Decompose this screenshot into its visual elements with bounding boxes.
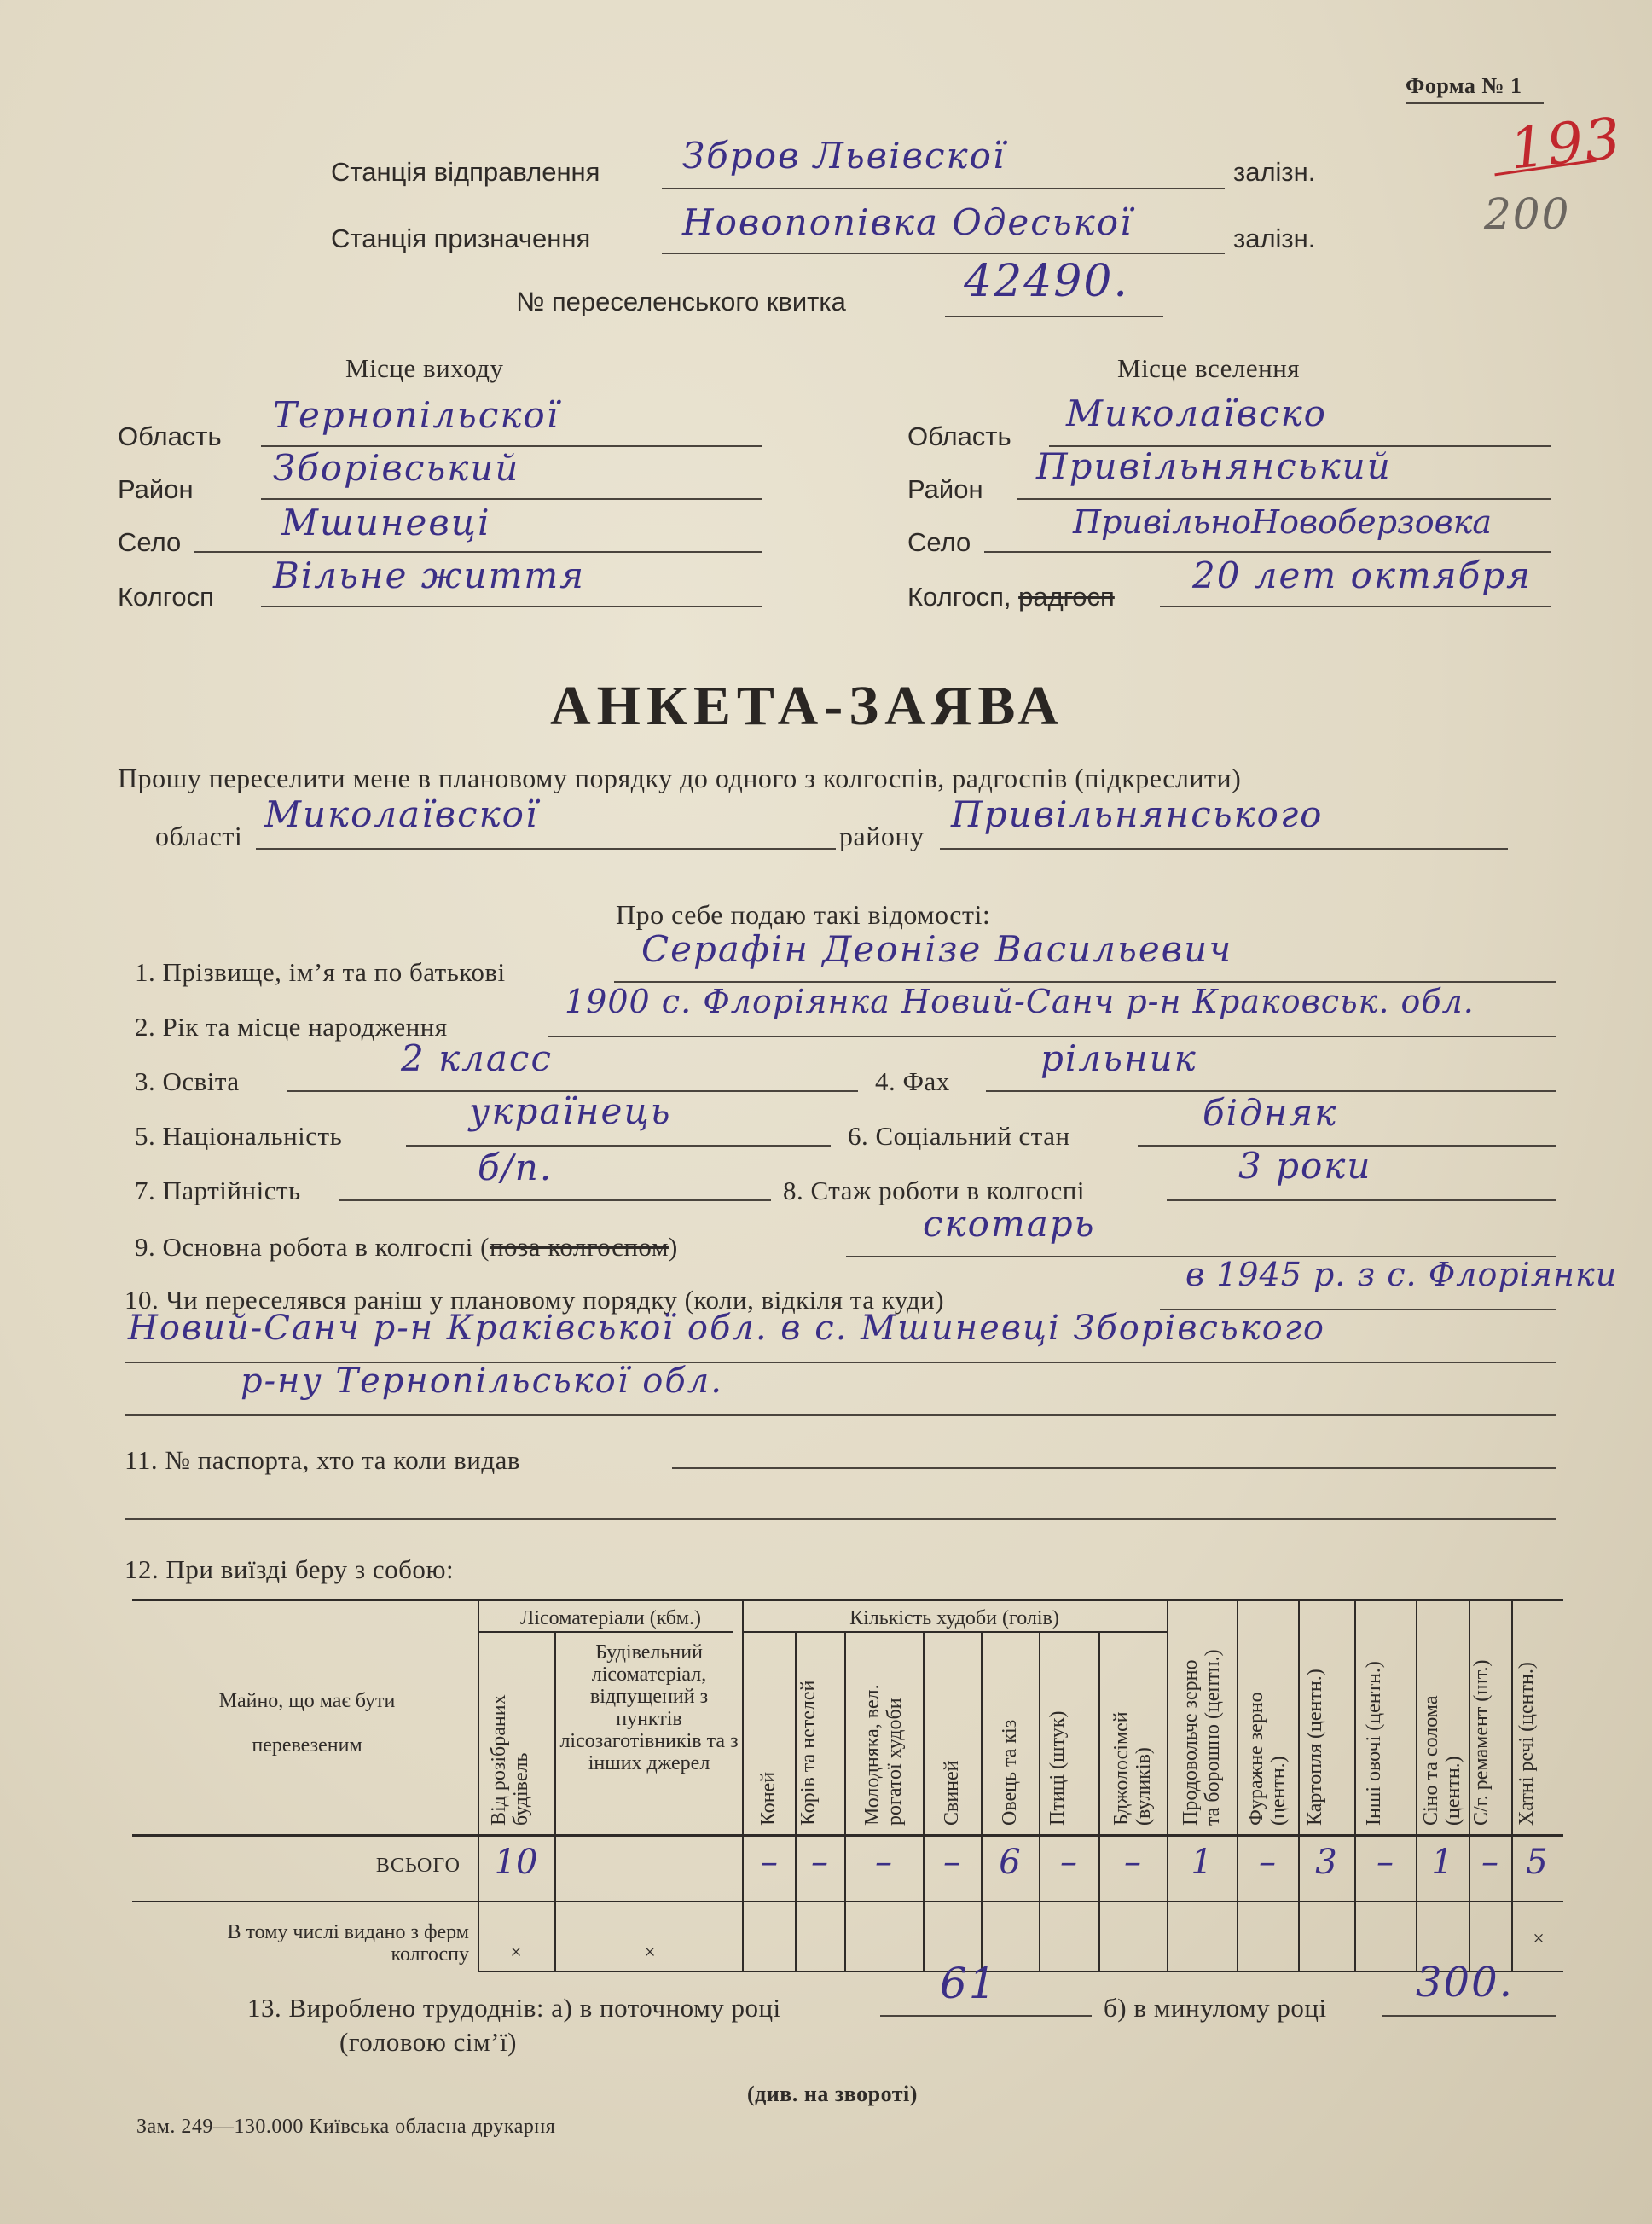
col-horses-header: Коней	[757, 1771, 780, 1826]
total-cell: –	[943, 1843, 960, 1882]
q13-label2: (головою сім’ї)	[339, 2027, 517, 2057]
raionu-label: району	[839, 821, 925, 851]
q8-line	[1167, 1199, 1556, 1201]
origin-title: Місце виходу	[345, 353, 504, 383]
settle-oblast-value: Миколаївско	[1066, 392, 1327, 434]
livestock-group-header: Кількість худоби (голів)	[849, 1607, 1059, 1629]
table-top-border	[132, 1599, 1563, 1601]
vline	[1298, 1599, 1300, 1971]
departure-railway-label: залізн.	[1233, 157, 1316, 187]
col-lumber2-header: Будівельний лісоматеріал, відпущений з пунктів лісозаготівників та з інших джерел	[559, 1641, 739, 1774]
departure-station-value: Збров Львівскої	[682, 135, 1006, 177]
raionu-value: Привільнянського	[951, 793, 1324, 835]
archive-number-pencil: 200	[1484, 189, 1571, 239]
ticket-label: № переселенського квитка	[516, 287, 846, 316]
vline	[742, 1599, 744, 1971]
q11-line1	[672, 1467, 1556, 1469]
vline	[478, 1599, 479, 1971]
q2-label: 2. Рік та місце народження	[135, 1012, 448, 1042]
total-cell: –	[875, 1843, 892, 1882]
document-title: АНКЕТА-ЗАЯВА	[550, 675, 1064, 737]
form-number-underline	[1406, 102, 1544, 104]
q9-label	[135, 1232, 678, 1263]
col-lumber1-header: Від розібраних будівель	[488, 1694, 532, 1826]
q9-label-b: )	[668, 1232, 678, 1262]
settle-selo-label: Село	[907, 527, 971, 557]
total-cell: –	[1060, 1843, 1077, 1882]
settle-kolhosp-line	[1160, 606, 1551, 607]
ticket-line	[945, 316, 1163, 317]
ticket-value: 42490.	[964, 256, 1129, 307]
settlement-title: Місце вселення	[1117, 353, 1301, 383]
col-cows-header: Корів та нетелей	[797, 1680, 820, 1826]
q3-value: 2 класс	[401, 1037, 553, 1079]
vline	[795, 1633, 797, 1971]
col-sheep-header: Овець та кіз	[999, 1719, 1021, 1826]
total-cell: 1	[1191, 1843, 1213, 1882]
lumber-group-header: Лісоматеріали (кбм.)	[520, 1607, 701, 1629]
origin-raion-label: Район	[118, 474, 194, 504]
vline	[844, 1633, 846, 1971]
q8-value: 3 роки	[1238, 1145, 1372, 1187]
settle-selo-value: ПривільноНовоберзовка	[1073, 503, 1493, 541]
origin-raion-line	[261, 498, 762, 500]
col-potato-header: Картопля (центн.)	[1304, 1669, 1326, 1826]
vline	[1354, 1599, 1356, 1971]
destination-station-value: Новопопівка Одеської	[682, 201, 1133, 243]
col-household-header: Хатні речі (центн.)	[1515, 1662, 1538, 1826]
oblasti-line	[256, 848, 836, 850]
total-cell: –	[1259, 1843, 1276, 1882]
q7-value: б/п.	[478, 1147, 554, 1188]
settle-oblast-label: Область	[907, 421, 1011, 451]
col-pigs-header: Свиней	[941, 1760, 963, 1826]
q6-label: 6. Соціальний стан	[848, 1121, 1070, 1151]
settle-raion-label: Район	[907, 474, 983, 504]
q8-label: 8. Стаж роботи в колгоспі	[783, 1176, 1085, 1205]
q10-value2: Новий-Санч р-н Краківської обл. в с. Мшиневці Зборівського	[128, 1309, 1325, 1348]
origin-kolhosp-value: Вільне життя	[273, 555, 586, 596]
q5-label: 5. Національність	[135, 1121, 343, 1151]
vline	[1416, 1599, 1417, 1971]
departure-station-label: Станція відправлення	[331, 157, 600, 187]
q4-value: рільник	[1040, 1037, 1197, 1079]
q6-value: бідняк	[1203, 1092, 1338, 1134]
q10-value1: в 1945 р. з с. Флоріянки	[1185, 1256, 1618, 1293]
total-cell: –	[811, 1843, 828, 1882]
vline	[1039, 1633, 1040, 1971]
printer-imprint: Зам. 249—130.000 Київська обласна друкарня	[136, 2116, 556, 2138]
q9-label-struck: поза колгоспом	[489, 1232, 669, 1262]
q10-label: 10. Чи переселявся раніш у плановому порядку (коли, відкіля та куди)	[125, 1285, 945, 1315]
request-line: Прошу переселити мене в плановому порядку до одного з колгоспів, радгоспів (підкреслити)	[118, 763, 1242, 793]
q5-line	[406, 1145, 831, 1147]
col-hay-header: Сіно та солома (центн.)	[1420, 1695, 1464, 1826]
q2-value: 1900 с. Флоріянка Новий-Санч р-н Краковськ. обл.	[565, 983, 1475, 1020]
vline	[1098, 1633, 1100, 1971]
settle-raion-value: Привільнянський	[1036, 445, 1392, 487]
destination-station-line	[662, 253, 1225, 254]
oblasti-label: області	[155, 821, 243, 851]
vline	[981, 1633, 983, 1971]
q10-line3	[125, 1414, 1556, 1416]
col-vegetables-header: Інші овочі (центн.)	[1363, 1661, 1385, 1826]
vline	[1511, 1599, 1513, 1971]
q12-label: 12. При виїзді беру з собою:	[125, 1554, 455, 1584]
q3-label: 3. Освіта	[135, 1066, 240, 1096]
row-farm-label: В тому числі видано з ферм колгоспу	[227, 1921, 469, 1966]
total-cell: –	[761, 1843, 778, 1882]
q7-line	[339, 1199, 771, 1201]
departure-station-line	[662, 188, 1225, 189]
info-header: Про себе подаю такі відомості:	[616, 899, 991, 930]
settle-radhosp-struck: радгосп	[1018, 582, 1115, 612]
farm-mark: ×	[1533, 1928, 1545, 1950]
q13-prev-label: б) в минулому році	[1104, 1993, 1327, 2023]
table-header-bottom	[132, 1834, 1563, 1837]
farm-mark: ×	[644, 1942, 656, 1964]
total-cell: 1	[1431, 1843, 1453, 1882]
lumber-group-line	[478, 1631, 733, 1633]
vline	[554, 1633, 556, 1971]
vline	[1237, 1599, 1238, 1971]
total-cell: –	[1377, 1843, 1394, 1882]
q1-value: Серафін Деонізе Васильевич	[641, 928, 1233, 970]
table-row-sep	[132, 1901, 1563, 1902]
origin-selo-line	[194, 551, 762, 553]
total-cell: –	[1124, 1843, 1141, 1882]
row-total-label: ВСЬОГО	[375, 1855, 461, 1877]
q13-prev-line	[1382, 2015, 1556, 2017]
col-bees-header: Бджолосімей (вуликів)	[1110, 1711, 1155, 1826]
total-cell: 6	[999, 1843, 1021, 1882]
total-cell: 5	[1526, 1843, 1548, 1882]
total-cell: –	[1481, 1843, 1498, 1882]
destination-railway-label: залізн.	[1233, 224, 1316, 253]
q9-value: скотарь	[923, 1203, 1096, 1245]
see-back-note: (див. на звороті)	[747, 2082, 918, 2106]
origin-selo-value: Мшиневці	[281, 502, 491, 543]
col-poultry-header: Птиці (штук)	[1046, 1710, 1069, 1826]
form-number: Форма № 1	[1406, 73, 1522, 98]
settle-kolhosp-label	[907, 582, 1115, 613]
q11-line2	[125, 1518, 1556, 1520]
origin-raion-value: Зборівський	[273, 447, 520, 489]
q13-current-value: 61	[940, 1959, 998, 2008]
archive-number-red: 193	[1506, 105, 1626, 183]
origin-kolhosp-line	[261, 606, 762, 607]
settle-raion-line	[1017, 498, 1551, 500]
farm-mark: ×	[510, 1942, 522, 1964]
q9-label-a: 9. Основна робота в колгоспі (	[135, 1232, 490, 1262]
col-young-cattle-header: Молодняка, вел. рогатої худоби	[861, 1684, 906, 1826]
q7-label: 7. Партійність	[135, 1176, 301, 1205]
raionu-line	[940, 848, 1508, 850]
total-cell: 10	[494, 1843, 538, 1882]
col-grain-header: Продовольче зерно та борошно (центн.)	[1180, 1649, 1224, 1826]
origin-kolhosp-label: Колгосп	[118, 582, 214, 612]
oblasti-value: Миколаївскої	[264, 793, 539, 835]
settle-kolhosp-value: 20 лет октября	[1192, 555, 1532, 596]
total-cell: 3	[1315, 1843, 1337, 1882]
q10-value3: р-ну Тернопільської обл.	[241, 1362, 723, 1401]
q5-value: українець	[469, 1090, 672, 1132]
q1-label: 1. Прізвище, ім’я та по батькові	[135, 957, 506, 987]
q11-label: 11. № паспорта, хто та коли видав	[125, 1445, 520, 1475]
col-equipment-header: С/г. ремамент (шт.)	[1470, 1659, 1493, 1826]
q13-current-line	[880, 2015, 1092, 2017]
col-fodder-header: Фуражне зерно (центн.)	[1245, 1692, 1290, 1826]
livestock-group-line	[742, 1631, 1168, 1633]
q13-label: 13. Вироблено трудоднів: а) в поточному році	[247, 1993, 781, 2023]
vline	[1167, 1599, 1168, 1971]
vline	[923, 1633, 925, 1971]
origin-oblast-label: Область	[118, 421, 222, 451]
settle-kolhosp-label-text: Колгосп,	[907, 582, 1011, 612]
q4-label: 4. Фах	[875, 1066, 950, 1096]
col-main-header: Майно, що має бути перевезеним	[218, 1690, 396, 1757]
q13-prev-value: 300.	[1416, 1959, 1514, 2006]
origin-selo-label: Село	[118, 527, 182, 557]
table-bottom-border	[478, 1971, 1563, 1972]
origin-oblast-value: Тернопільскої	[273, 394, 560, 436]
settle-selo-line	[984, 551, 1551, 553]
destination-station-label: Станція призначення	[331, 224, 591, 253]
